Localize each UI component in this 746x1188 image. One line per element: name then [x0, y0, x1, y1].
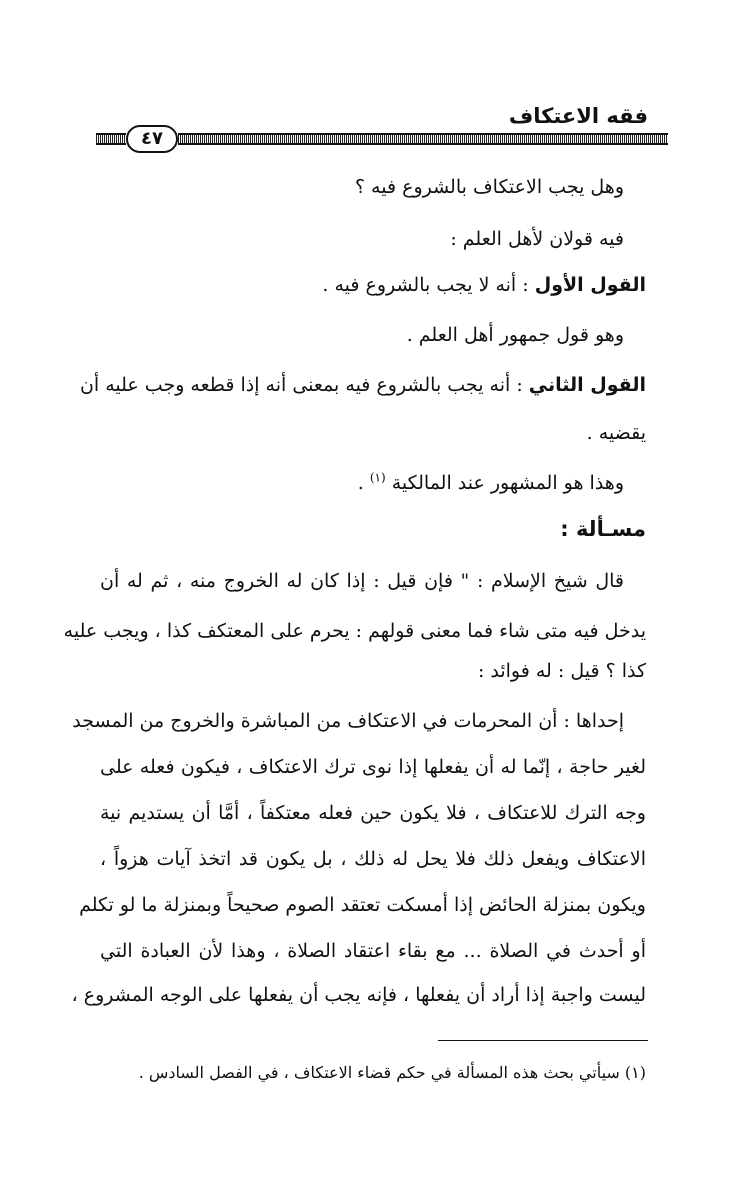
section-heading: مسـألة :	[560, 517, 646, 541]
text-line-2: فيه قولان لأهل العلم :	[450, 228, 624, 250]
footnote-text: سيأتي بحث هذه المسألة في حكم قضاء الاعتكاف ، في الفصل السادس .	[138, 1063, 620, 1082]
text-line-14: وجه الترك للاعتكاف ، فلا يكون حين فعله معتكفاً ، أمَّا أن يستديم نية	[100, 802, 646, 824]
text-line-1: وهل يجب الاعتكاف بالشروع فيه ؟	[354, 176, 624, 198]
footnote-reference: (١)	[369, 470, 386, 485]
text-line-17: أو أحدث في الصلاة ... مع بقاء اعتقاد الصلاة ، وهذا لأن العبادة التي	[100, 940, 646, 962]
first-opinion-label: القول الأول	[534, 274, 646, 296]
text-line-4: وهو قول جمهور أهل العلم .	[406, 324, 624, 346]
footnote	[139, 1062, 646, 1084]
text-line-9: قال شيخ الإسلام : " فإن قيل : إذا كان له الخروج منه ، ثم له أن	[100, 570, 624, 592]
text-line-16: ويكون بمنزلة الحائض إذا أمسكت تعتقد الصوم صحيحاً وبمنزلة ما لو تكلم	[79, 894, 646, 916]
maliki-end: .	[357, 472, 370, 494]
text-line-7	[358, 470, 624, 496]
text-line-6: يقضيه .	[586, 422, 646, 444]
footnote-rule	[438, 1040, 648, 1041]
text-line-15: الاعتكاف ويفعل ذلك فلا يحل له ذلك ، بل يكون قد اتخذ آيات هزواً ،	[100, 848, 646, 870]
footnote-number: (١)	[624, 1063, 646, 1082]
page-number-badge	[126, 125, 178, 153]
first-opinion-text: : أنه لا يجب بالشروع فيه .	[322, 274, 535, 296]
maliki-text: وهذا هو المشهور عند المالكية	[385, 472, 624, 494]
text-line-18: ليست واجبة إذا أراد أن يفعلها ، فإنه يجب أن يفعلها على الوجه المشروع ،	[71, 984, 646, 1006]
second-opinion-label: القول الثاني	[528, 374, 646, 396]
text-line-10: يدخل فيه متى شاء فما معنى قولهم : يحرم على المعتكف كذا ، ويجب عليه	[63, 620, 646, 642]
text-line-3	[322, 272, 646, 298]
text-line-11: كذا ؟ قيل : له فوائد :	[477, 660, 646, 682]
page-number: ٤٧	[141, 128, 163, 149]
header-rule	[178, 133, 668, 145]
running-title: فقه الاعتكاف	[508, 104, 648, 128]
text-line-13: لغير حاجة ، إنّما له أن يفعلها إذا نوى ترك الاعتكاف ، فيكون فعله على	[100, 756, 646, 778]
second-opinion-text: : أنه يجب بالشروع فيه بمعنى أنه إذا قطعه وجب عليه أن	[79, 374, 529, 396]
text-line-12: إحداها : أن المحرمات في الاعتكاف من المباشرة والخروج من المسجد	[72, 710, 624, 732]
text-line-5	[79, 372, 646, 398]
header-rule-end	[96, 133, 126, 145]
